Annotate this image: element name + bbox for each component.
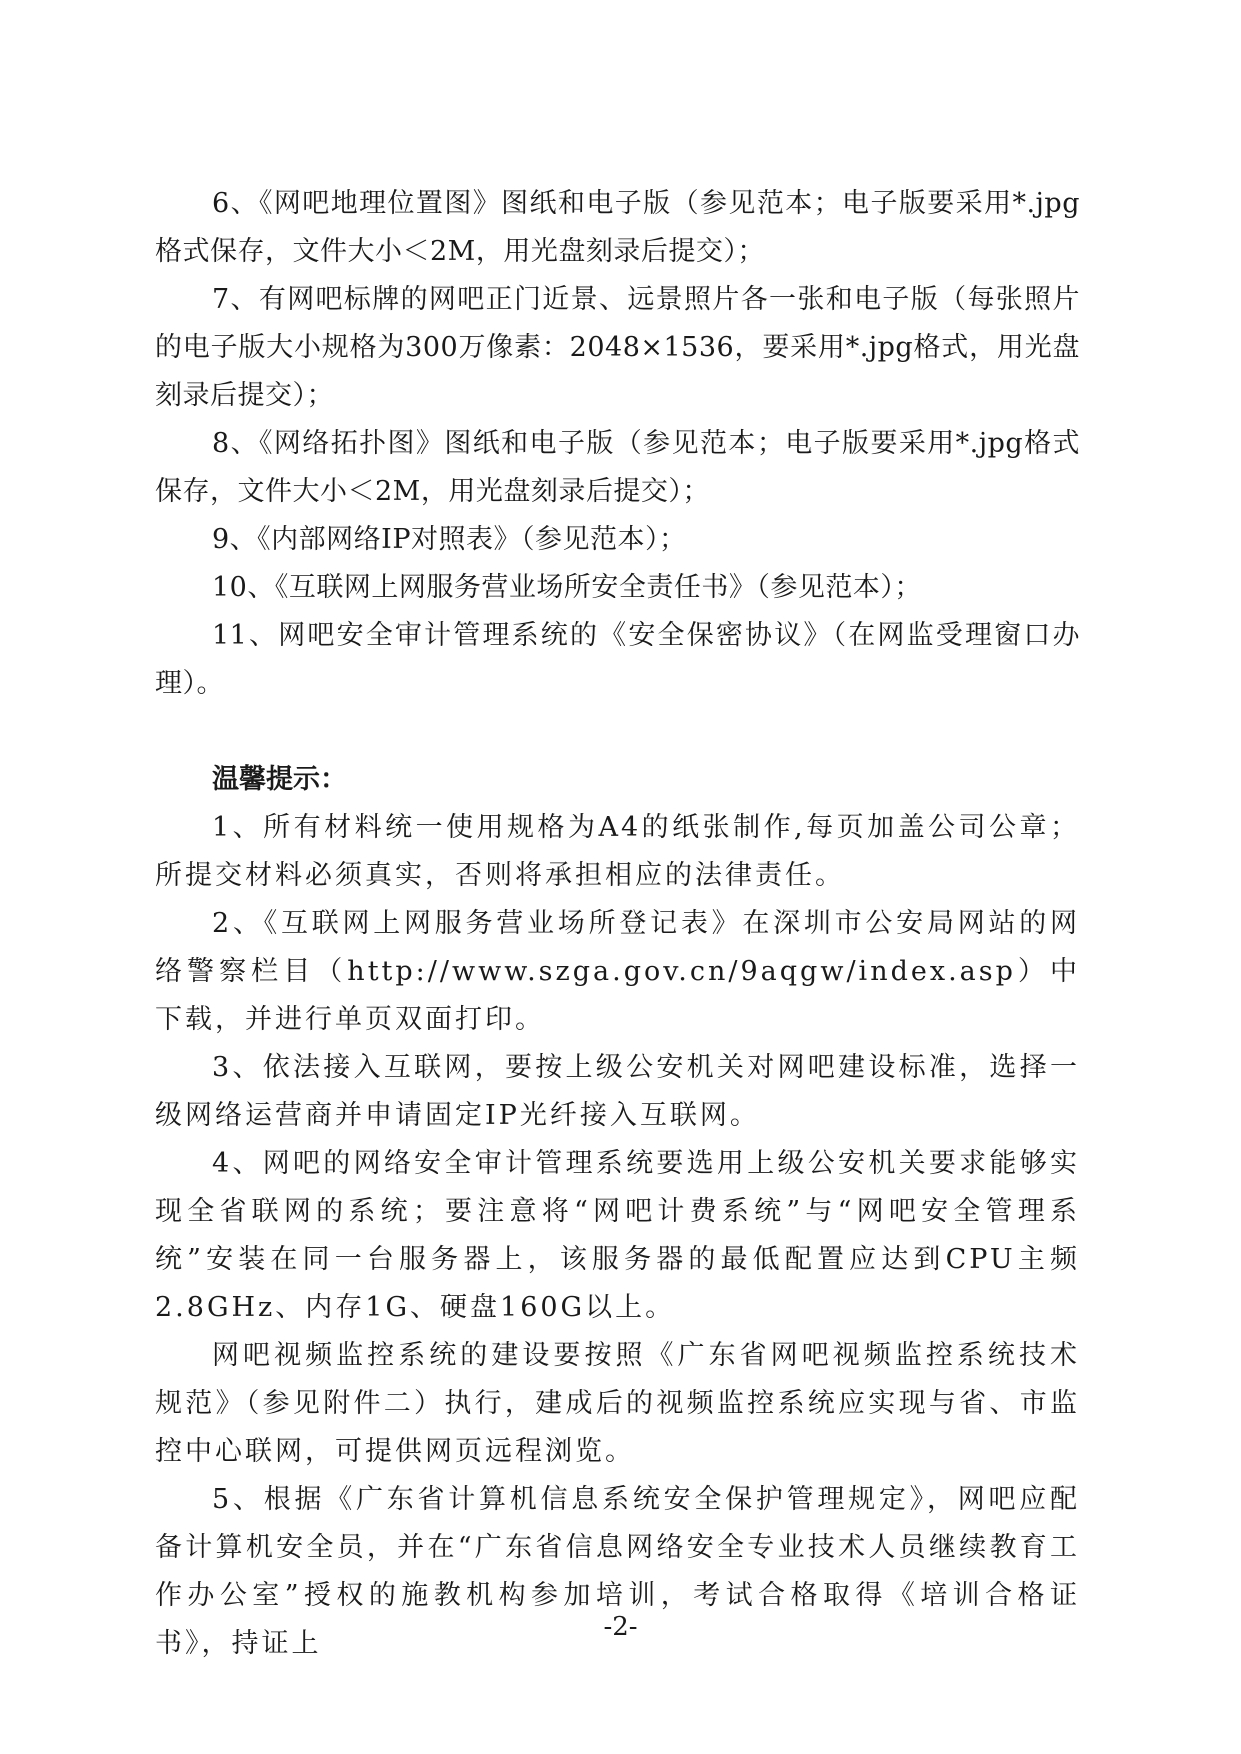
requirement-item-10: 10、《互联网上网服务营业场所安全责任书》（参见范本）；: [212, 572, 922, 603]
page-number: -2-: [603, 1612, 638, 1642]
requirement-item-7: 7、有网吧标牌的网吧正门近景、远景照片各一张和电子版（每张照片的电子版大小规格为300万像素：2048×1536，要采用*.jpg格式，用光盘刻录后提交）；: [155, 284, 1080, 411]
document-page: [155, 180, 1080, 1668]
requirement-item-6: 6、《网吧地理位置图》图纸和电子版（参见范本；电子版要采用*.jpg格式保存，文件大小＜2M，用光盘刻录后提交）；: [155, 188, 1080, 267]
requirement-item-8: 8、《网络拓扑图》图纸和电子版（参见范本；电子版要采用*.jpg格式保存，文件大小＜2M，用光盘刻录后提交）；: [155, 428, 1080, 507]
tip-item-5: 5、根据《广东省计算机信息系统安全保护管理规定》，网吧应配备计算机安全员，并在“广东省信息网络安全专业技术人员继续教育工作办公室”授权的施教机构参加培训，考试合格取得《培训合格证书》，持证上: [155, 1484, 1080, 1659]
tip-item-4: 4、网吧的网络安全审计管理系统要选用上级公安机关要求能够实现全省联网的系统；要注意将“网吧计费系统”与“网吧安全管理系统”安装在同一台服务器上，该服务器的最低配置应达到CPU主频2.8GHz、内存1G、硬盘160G以上。: [155, 1148, 1080, 1323]
requirement-item-9: 9、《内部网络IP对照表》（参见范本）；: [212, 524, 687, 555]
requirement-item-11: 11、网吧安全审计管理系统的《安全保密协议》（在网监受理窗口办理）。: [155, 620, 1080, 699]
tip-video-surveillance: 网吧视频监控系统的建设要按照《广东省网吧视频监控系统技术规范》（参见附件二）执行，建成后的视频监控系统应实现与省、市监控中心联网，可提供网页远程浏览。: [155, 1340, 1080, 1467]
tips-heading: 温馨提示：: [212, 764, 347, 795]
tip-item-1: 1、所有材料统一使用规格为A4的纸张制作,每页加盖公司公章；所提交材料必须真实，否则将承担相应的法律责任。: [155, 812, 1080, 891]
tip-item-2: 2、《互联网上网服务营业场所登记表》在深圳市公安局网站的网络警察栏目（http://www.szga.gov.cn/9aqgw/index.asp）中下载，并进行单页双面打印。: [155, 908, 1080, 1035]
tip-item-3: 3、依法接入互联网，要按上级公安机关对网吧建设标准，选择一级网络运营商并申请固定IP光纤接入互联网。: [155, 1052, 1080, 1131]
